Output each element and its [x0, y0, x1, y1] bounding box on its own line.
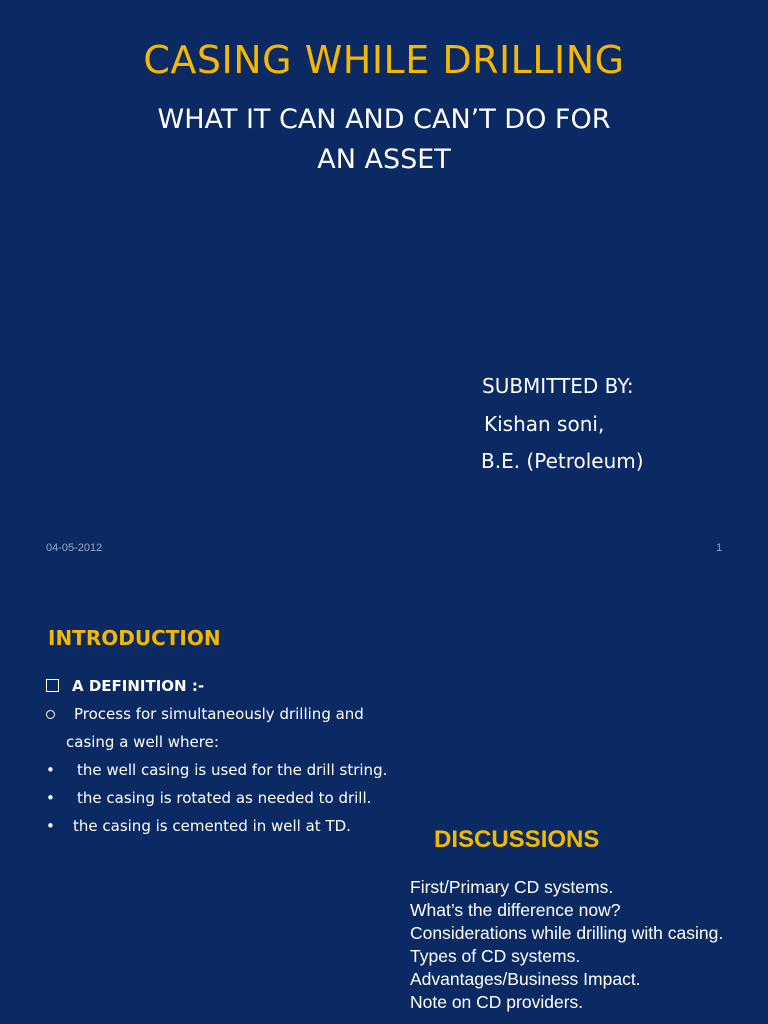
submitted-by-label: SUBMITTED BY:	[482, 374, 634, 398]
author-degree: B.E. (Petroleum)	[481, 449, 644, 473]
slide-title: CASING WHILE DRILLING	[143, 38, 625, 82]
bullet-item: the casing is rotated as needed to drill.	[77, 789, 372, 807]
bullet-icon: •	[46, 817, 55, 835]
list-item: First/Primary CD systems.	[410, 877, 614, 897]
bullet-icon: •	[46, 789, 55, 807]
discussions-list	[410, 876, 730, 1014]
list-item: Types of CD systems.	[410, 946, 581, 966]
list-item: Considerations while drilling with casing.	[410, 923, 724, 943]
definition-label: A DEFINITION :-	[72, 677, 205, 695]
author-name: Kishan soni,	[484, 412, 605, 436]
slide-page-number: 1	[716, 542, 723, 554]
definition-line-2: casing a well where:	[66, 733, 219, 751]
slide-date: 04-05-2012	[46, 542, 103, 554]
circle-bullet-icon	[46, 710, 55, 719]
introduction-heading: INTRODUCTION	[48, 626, 221, 650]
introduction-slide	[0, 576, 768, 1024]
list-item: Advantages/Business Impact.	[410, 969, 641, 989]
bullet-item: the well casing is used for the drill string.	[77, 761, 388, 779]
bullet-item: the casing is cemented in well at TD.	[73, 817, 351, 835]
bullet-icon: •	[46, 761, 55, 779]
definition-line-1: Process for simultaneously drilling and	[74, 705, 364, 723]
list-item: Note on CD providers.	[410, 992, 584, 1012]
checkbox-bullet-icon	[46, 679, 59, 692]
slide-subtitle: WHAT IT CAN AND CAN’T DO FOR AN ASSET	[157, 104, 611, 175]
discussions-heading: DISCUSSIONS	[434, 826, 600, 853]
list-item: What’s the difference now?	[410, 900, 621, 920]
